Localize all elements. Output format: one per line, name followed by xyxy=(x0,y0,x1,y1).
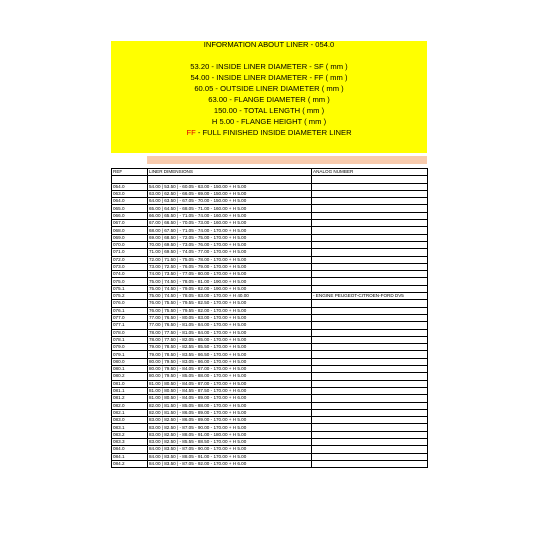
cell-ref: 054.0 xyxy=(112,183,148,190)
cell-ref: 074.0 xyxy=(112,271,148,278)
table-row xyxy=(112,285,428,292)
cell-liner-dimensions: 80.00 | 79.50 | - 83.05 - 86.00 - 170.00 + H 5.00 xyxy=(148,358,312,365)
cell-ref: 067.0 xyxy=(112,220,148,227)
cell-liner-dimensions: 77.00 | 76.50 | - 80.05 - 83.00 - 170.00 + H 5.00 xyxy=(148,314,312,321)
info-line-outside: 60.05 - OUTSIDE LINER DIAMETER ( mm ) xyxy=(194,84,344,93)
cell-ref: 072.0 xyxy=(112,256,148,263)
liner-table xyxy=(111,168,428,468)
table-row xyxy=(112,387,428,394)
separator-bar xyxy=(147,156,427,164)
table-header-row xyxy=(112,169,428,176)
cell-liner-dimensions: 84.00 | 83.50 | - 87.05 - 90.00 - 170.00 + H 5.00 xyxy=(148,446,312,453)
cell-ref: 083.1 xyxy=(112,424,148,431)
cell-liner-dimensions: 83.00 | 82.50 | - 87.05 - 90.00 - 170.00 + H 5.00 xyxy=(148,424,312,431)
table-row xyxy=(112,460,428,467)
cell-liner-dimensions: 74.00 | 73.50 | - 77.05 - 80.00 - 170.00 + H 5.00 xyxy=(148,271,312,278)
cell-ref: 081.0 xyxy=(112,380,148,387)
table-row xyxy=(112,278,428,285)
cell-liner-dimensions: 75.00 | 74.50 | - 79.05 - 82.00 - 190.00 + H 5.00 xyxy=(148,285,312,292)
table-row xyxy=(112,190,428,197)
cell-analog-number xyxy=(312,409,428,416)
table-row xyxy=(112,205,428,212)
cell-ref xyxy=(112,176,148,183)
cell-ref: 077.0 xyxy=(112,314,148,321)
table-row xyxy=(112,351,428,358)
table-row xyxy=(112,373,428,380)
info-line-flange-diameter: 63.00 - FLANGE DIAMETER ( mm ) xyxy=(208,95,330,104)
cell-ref: 081.2 xyxy=(112,395,148,402)
cell-ref: 080.0 xyxy=(112,358,148,365)
header-liner-dimensions: LINER DIMENSIONS xyxy=(148,169,312,176)
cell-liner-dimensions: 63.00 | 62.50 | - 66.05 - 69.00 - 150.00 + H 5.00 xyxy=(148,190,312,197)
cell-ref: 068.0 xyxy=(112,227,148,234)
cell-ref: 065.0 xyxy=(112,205,148,212)
cell-ref: 071.0 xyxy=(112,249,148,256)
info-spacer xyxy=(111,50,427,61)
ff-code: FF xyxy=(186,128,196,137)
info-line-inside-ff: 54.00 - INSIDE LINER DIAMETER - FF ( mm ) xyxy=(190,73,348,82)
table-row xyxy=(112,322,428,329)
cell-liner-dimensions: 82.00 | 81.50 | - 86.05 - 89.00 - 170.00 + H 5.00 xyxy=(148,409,312,416)
cell-analog-number xyxy=(312,322,428,329)
cell-ref: 078.0 xyxy=(112,329,148,336)
cell-liner-dimensions: 77.00 | 76.50 | - 81.05 - 84.00 - 170.00 + H 5.00 xyxy=(148,322,312,329)
table-row xyxy=(112,453,428,460)
table-row xyxy=(112,249,428,256)
cell-ref: 076.1 xyxy=(112,307,148,314)
table-row xyxy=(112,358,428,365)
cell-analog-number xyxy=(312,263,428,270)
cell-analog-number: - ENGINE PEUGEOT-CITROEN-FORD DV5 xyxy=(312,293,428,300)
cell-analog-number xyxy=(312,395,428,402)
cell-liner-dimensions: 80.00 | 79.50 | - 84.05 - 87.00 - 170.00 + H 5.00 xyxy=(148,366,312,373)
cell-analog-number xyxy=(312,198,428,205)
cell-liner-dimensions: 67.00 | 66.50 | - 70.05 - 73.00 - 160.00 + H 5.00 xyxy=(148,220,312,227)
table-row xyxy=(112,314,428,321)
cell-analog-number xyxy=(312,387,428,394)
table-row xyxy=(112,300,428,307)
cell-ref: 082.1 xyxy=(112,409,148,416)
info-line-inside-sf: 53.20 - INSIDE LINER DIAMETER - SF ( mm ) xyxy=(190,62,348,71)
table-row xyxy=(112,307,428,314)
cell-liner-dimensions: 84.00 | 83.50 | - 88.05 - 91.00 - 170.00 + H 5.00 xyxy=(148,453,312,460)
table-row xyxy=(112,212,428,219)
cell-analog-number xyxy=(312,460,428,467)
table-row xyxy=(112,424,428,431)
info-title: INFORMATION ABOUT LINER - 054.0 xyxy=(203,41,335,49)
ff-description: - FULL FINISHED INSIDE DIAMETER LINER xyxy=(195,128,352,137)
cell-analog-number xyxy=(312,453,428,460)
table-row xyxy=(112,234,428,241)
table-row xyxy=(112,438,428,445)
cell-analog-number xyxy=(312,424,428,431)
cell-liner-dimensions: 68.00 | 67.50 | - 71.05 - 74.00 - 170.00 + H 5.00 xyxy=(148,227,312,234)
table-row xyxy=(112,293,428,300)
cell-liner-dimensions: 73.00 | 72.50 | - 76.05 - 79.00 - 170.00 + H 5.00 xyxy=(148,263,312,270)
cell-analog-number xyxy=(312,351,428,358)
cell-analog-number xyxy=(312,438,428,445)
cell-ref: 076.0 xyxy=(112,300,148,307)
table-row xyxy=(112,446,428,453)
cell-ref: 079.1 xyxy=(112,351,148,358)
cell-analog-number xyxy=(312,431,428,438)
table-row xyxy=(112,176,428,183)
cell-ref: 083.2 xyxy=(112,431,148,438)
table-row xyxy=(112,336,428,343)
cell-analog-number xyxy=(312,183,428,190)
table-row xyxy=(112,409,428,416)
cell-liner-dimensions: 78.00 | 77.50 | - 81.05 - 84.00 - 170.00 + H 5.00 xyxy=(148,329,312,336)
cell-analog-number xyxy=(312,278,428,285)
cell-analog-number xyxy=(312,220,428,227)
cell-liner-dimensions: 82.00 | 81.50 | - 85.05 - 88.00 - 170.00 + H 5.00 xyxy=(148,402,312,409)
cell-liner-dimensions: 81.00 | 80.50 | - 84.05 - 89.00 - 170.00 + H 6.00 xyxy=(148,395,312,402)
cell-analog-number xyxy=(312,417,428,424)
cell-liner-dimensions: 75.00 | 74.50 | - 78.05 - 81.00 - 190.00 + H 5.00 xyxy=(148,278,312,285)
table-row xyxy=(112,256,428,263)
cell-liner-dimensions: 79.00 | 78.50 | - 82.55 - 85.50 - 170.00 + H 5.00 xyxy=(148,344,312,351)
cell-ref: 080.2 xyxy=(112,373,148,380)
cell-analog-number xyxy=(312,344,428,351)
cell-ref: 075.0 xyxy=(112,278,148,285)
table-row xyxy=(112,431,428,438)
cell-ref: 084.2 xyxy=(112,460,148,467)
cell-liner-dimensions: 71.00 | 69.50 | - 74.05 - 77.00 - 170.00 + H 5.00 xyxy=(148,249,312,256)
cell-ref: 081.1 xyxy=(112,387,148,394)
cell-ref: 080.1 xyxy=(112,366,148,373)
table-row xyxy=(112,329,428,336)
info-line-total-length: 150.00 - TOTAL LENGTH ( mm ) xyxy=(213,106,325,115)
liner-table-body xyxy=(112,169,428,468)
cell-analog-number xyxy=(312,358,428,365)
table-row xyxy=(112,271,428,278)
cell-ref: 083.3 xyxy=(112,438,148,445)
cell-ref: 075.2 xyxy=(112,293,148,300)
cell-liner-dimensions: 81.00 | 80.50 | - 84.55 - 87.50 - 170.00 + H 6.00 xyxy=(148,387,312,394)
cell-ref: 063.0 xyxy=(112,190,148,197)
cell-liner-dimensions: 81.00 | 80.50 | - 84.05 - 87.00 - 170.00 + H 5.00 xyxy=(148,380,312,387)
table-row xyxy=(112,220,428,227)
cell-liner-dimensions: 76.00 | 75.50 | - 79.55 - 82.00 - 170.00 + H 5.00 xyxy=(148,307,312,314)
cell-analog-number xyxy=(312,285,428,292)
table-row xyxy=(112,380,428,387)
cell-liner-dimensions: 66.00 | 65.50 | - 71.05 - 74.00 - 160.00 + H 5.00 xyxy=(148,212,312,219)
cell-analog-number xyxy=(312,271,428,278)
cell-analog-number xyxy=(312,307,428,314)
cell-analog-number xyxy=(312,234,428,241)
cell-liner-dimensions: 75.00 | 74.50 | - 78.05 - 83.00 - 170.00 + H 40.00 xyxy=(148,293,312,300)
cell-ref: 078.1 xyxy=(112,336,148,343)
cell-ref: 070.0 xyxy=(112,241,148,248)
header-ref: REF xyxy=(112,169,148,176)
cell-ref: 075.1 xyxy=(112,285,148,292)
cell-liner-dimensions: 54.00 | 53.50 | - 60.05 - 63.00 - 150.00 + H 5.00 xyxy=(148,183,312,190)
cell-analog-number xyxy=(312,241,428,248)
cell-liner-dimensions: 72.00 | 71.50 | - 75.05 - 78.00 - 170.00 + H 5.00 xyxy=(148,256,312,263)
liner-info-panel xyxy=(111,41,427,153)
cell-ref: 079.0 xyxy=(112,344,148,351)
cell-analog-number xyxy=(312,373,428,380)
cell-analog-number xyxy=(312,300,428,307)
table-row xyxy=(112,366,428,373)
info-line-flange-height: H 5.00 - FLANGE HEIGHT ( mm ) xyxy=(211,117,327,126)
cell-analog-number xyxy=(312,402,428,409)
cell-liner-dimensions: 76.00 | 75.50 | - 79.55 - 82.50 - 170.00 + H 5.00 xyxy=(148,300,312,307)
cell-analog-number xyxy=(312,336,428,343)
cell-analog-number xyxy=(312,227,428,234)
table-row xyxy=(112,198,428,205)
cell-liner-dimensions xyxy=(148,176,312,183)
cell-analog-number xyxy=(312,256,428,263)
cell-analog-number xyxy=(312,329,428,336)
cell-liner-dimensions: 78.00 | 77.50 | - 82.05 - 85.00 - 170.00 + H 5.00 xyxy=(148,336,312,343)
table-row xyxy=(112,417,428,424)
cell-liner-dimensions: 79.00 | 78.50 | - 83.55 - 86.50 - 170.00 + H 5.00 xyxy=(148,351,312,358)
cell-liner-dimensions: 83.00 | 82.50 | - 88.05 - 91.00 - 180.00 + H 5.00 xyxy=(148,431,312,438)
table-row xyxy=(112,183,428,190)
cell-ref: 084.1 xyxy=(112,453,148,460)
cell-liner-dimensions: 64.00 | 63.50 | - 67.05 - 70.00 - 150.00 + H 5.00 xyxy=(148,198,312,205)
table-row xyxy=(112,402,428,409)
cell-ref: 083.0 xyxy=(112,417,148,424)
cell-analog-number xyxy=(312,190,428,197)
cell-liner-dimensions: 70.00 | 69.50 | - 73.05 - 76.00 - 170.00 + H 5.00 xyxy=(148,241,312,248)
info-line-ff-legend xyxy=(111,127,427,138)
cell-ref: 073.0 xyxy=(112,263,148,270)
cell-analog-number xyxy=(312,446,428,453)
cell-ref: 069.0 xyxy=(112,234,148,241)
cell-analog-number xyxy=(312,176,428,183)
table-row xyxy=(112,263,428,270)
table-row xyxy=(112,344,428,351)
cell-liner-dimensions: 84.00 | 83.50 | - 87.05 - 92.00 - 170.00 + H 6.00 xyxy=(148,460,312,467)
table-row xyxy=(112,227,428,234)
table-row xyxy=(112,241,428,248)
cell-ref: 066.0 xyxy=(112,212,148,219)
cell-ref: 077.1 xyxy=(112,322,148,329)
cell-analog-number xyxy=(312,249,428,256)
cell-liner-dimensions: 80.00 | 79.50 | - 85.05 - 88.00 - 170.00 + H 5.00 xyxy=(148,373,312,380)
table-row xyxy=(112,395,428,402)
header-analog-number: ANALOG NUMBER xyxy=(312,169,428,176)
cell-liner-dimensions: 83.00 | 82.50 | - 85.55 - 88.50 - 170.00 + H 5.00 xyxy=(148,438,312,445)
cell-ref: 084.0 xyxy=(112,446,148,453)
cell-analog-number xyxy=(312,205,428,212)
cell-analog-number xyxy=(312,380,428,387)
cell-ref: 064.0 xyxy=(112,198,148,205)
cell-liner-dimensions: 69.00 | 68.50 | - 72.05 - 75.00 - 170.00 + H 5.00 xyxy=(148,234,312,241)
cell-ref: 082.0 xyxy=(112,402,148,409)
cell-liner-dimensions: 83.00 | 82.50 | - 86.05 - 89.00 - 170.00 + H 5.00 xyxy=(148,417,312,424)
cell-analog-number xyxy=(312,366,428,373)
cell-analog-number xyxy=(312,314,428,321)
cell-analog-number xyxy=(312,212,428,219)
cell-liner-dimensions: 65.00 | 64.50 | - 68.05 - 71.00 - 160.00 + H 5.00 xyxy=(148,205,312,212)
